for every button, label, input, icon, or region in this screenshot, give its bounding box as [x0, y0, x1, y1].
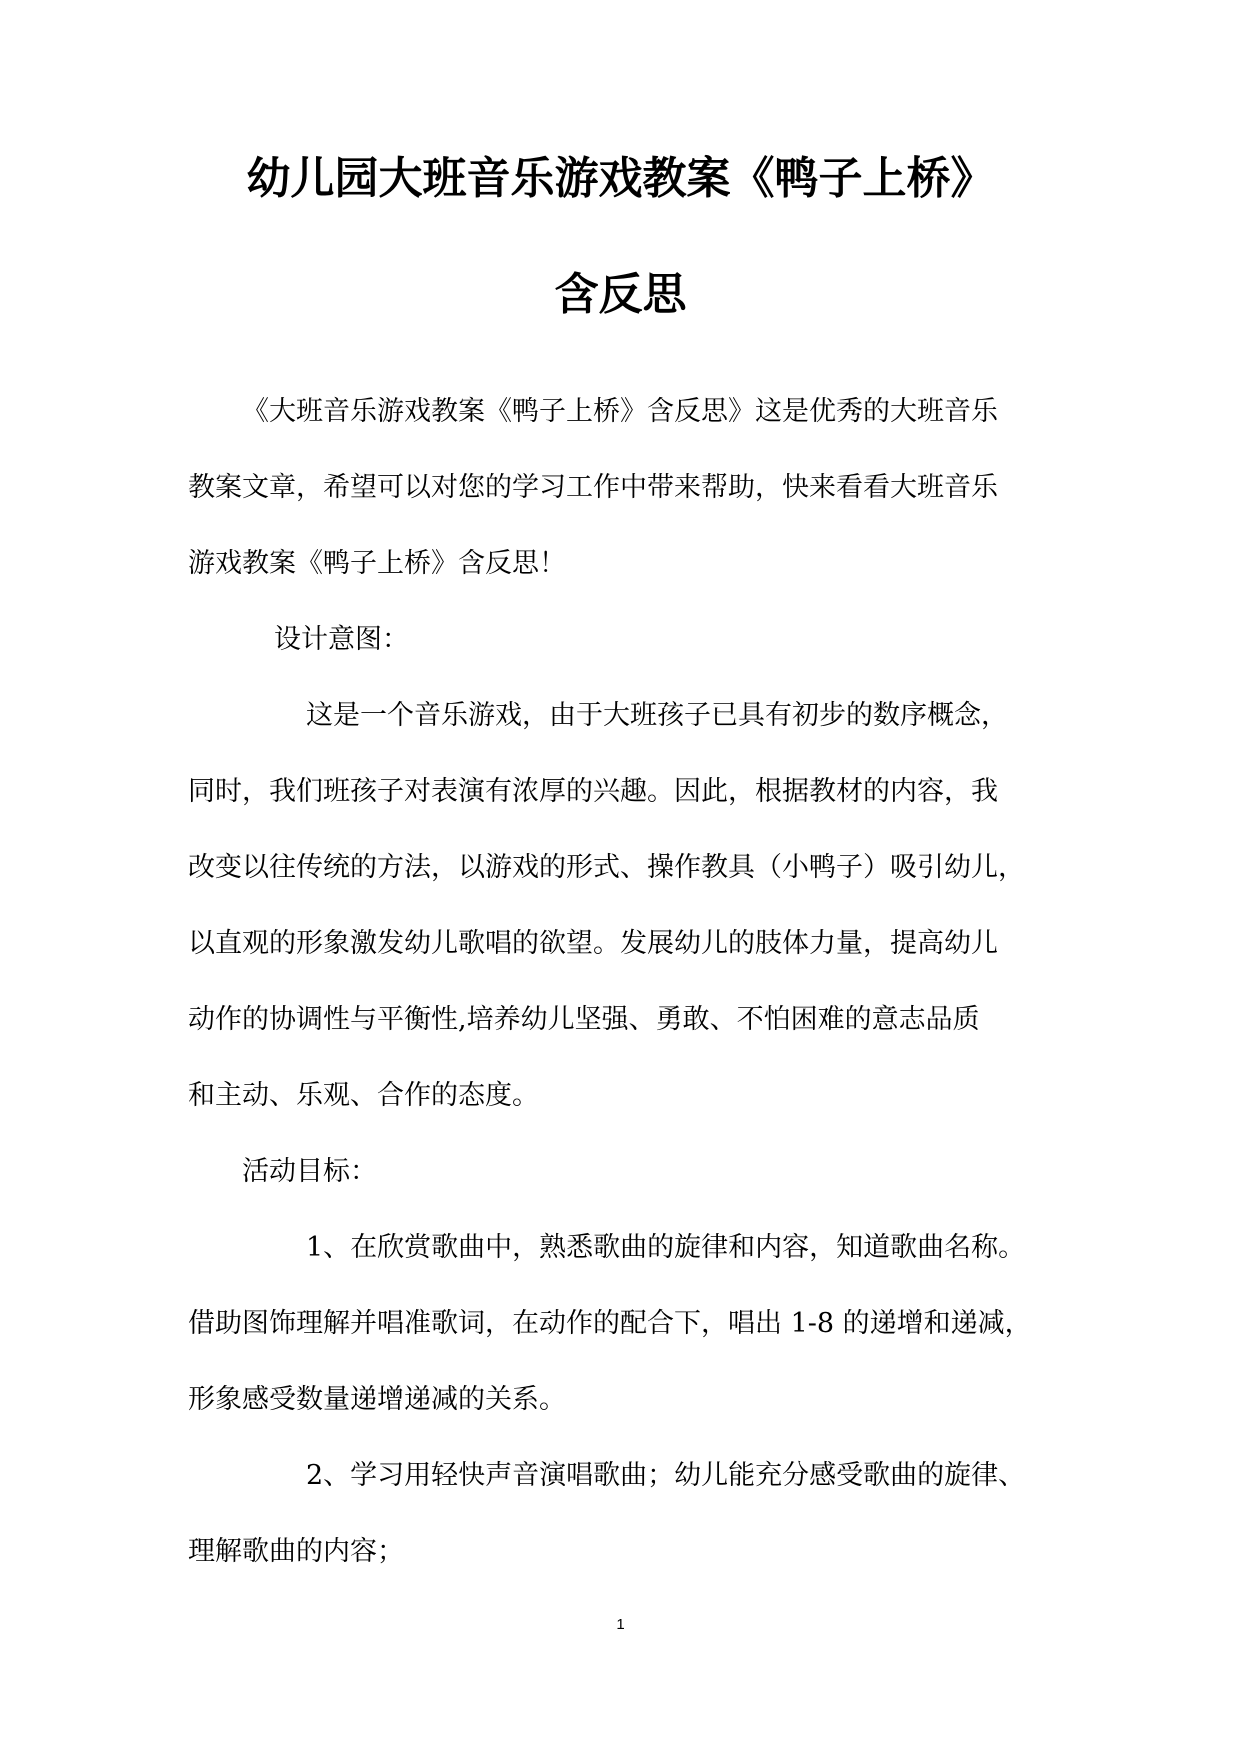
intro-line-2: 教案文章，希望可以对您的学习工作中带来帮助，快来看看大班音乐: [188, 472, 998, 503]
intro-line-1: 《大班音乐游戏教案《鸭子上桥》含反思》这是优秀的大班音乐: [242, 396, 998, 427]
page-number: 1: [616, 1616, 625, 1633]
goal-1-line-2: 借助图饰理解并唱准歌词，在动作的配合下，唱出 1-8 的递增和递减，: [188, 1308, 1032, 1339]
document-title-line-1: 幼儿园大班音乐游戏教案《鸭子上桥》: [246, 153, 995, 204]
section-heading-activity-goals: 活动目标：: [242, 1156, 377, 1187]
goal-1-line-3: 形象感受数量递增递减的关系。: [188, 1384, 566, 1415]
section-heading-design-intent: 设计意图：: [274, 624, 409, 655]
design-intent-line-4: 以直观的形象激发幼儿歌唱的欲望。发展幼儿的肢体力量，提高幼儿: [188, 928, 998, 959]
design-intent-line-2: 同时，我们班孩子对表演有浓厚的兴趣。因此，根据教材的内容，我: [188, 776, 998, 807]
goal-2-line-2: 理解歌曲的内容；: [188, 1536, 404, 1567]
design-intent-line-1: 这是一个音乐游戏，由于大班孩子已具有初步的数序概念，: [306, 700, 1008, 731]
document-body: [188, 374, 1068, 1590]
goal-1-line-1: 1、在欣赏歌曲中，熟悉歌曲的旋律和内容，知道歌曲名称。: [306, 1232, 1026, 1263]
goal-2-line-1: 2、学习用轻快声音演唱歌曲；幼儿能充分感受歌曲的旋律、: [306, 1460, 1026, 1491]
design-intent-line-5: 动作的协调性与平衡性,培养幼儿坚强、勇敢、不怕困难的意志品质: [188, 1004, 980, 1035]
intro-line-3: 游戏教案《鸭子上桥》含反思！: [188, 548, 566, 579]
document-title-line-2: 含反思: [554, 269, 687, 320]
design-intent-line-3: 改变以往传统的方法，以游戏的形式、操作教具（小鸭子）吸引幼儿，: [188, 852, 1025, 883]
design-intent-line-6: 和主动、乐观、合作的态度。: [188, 1080, 539, 1111]
